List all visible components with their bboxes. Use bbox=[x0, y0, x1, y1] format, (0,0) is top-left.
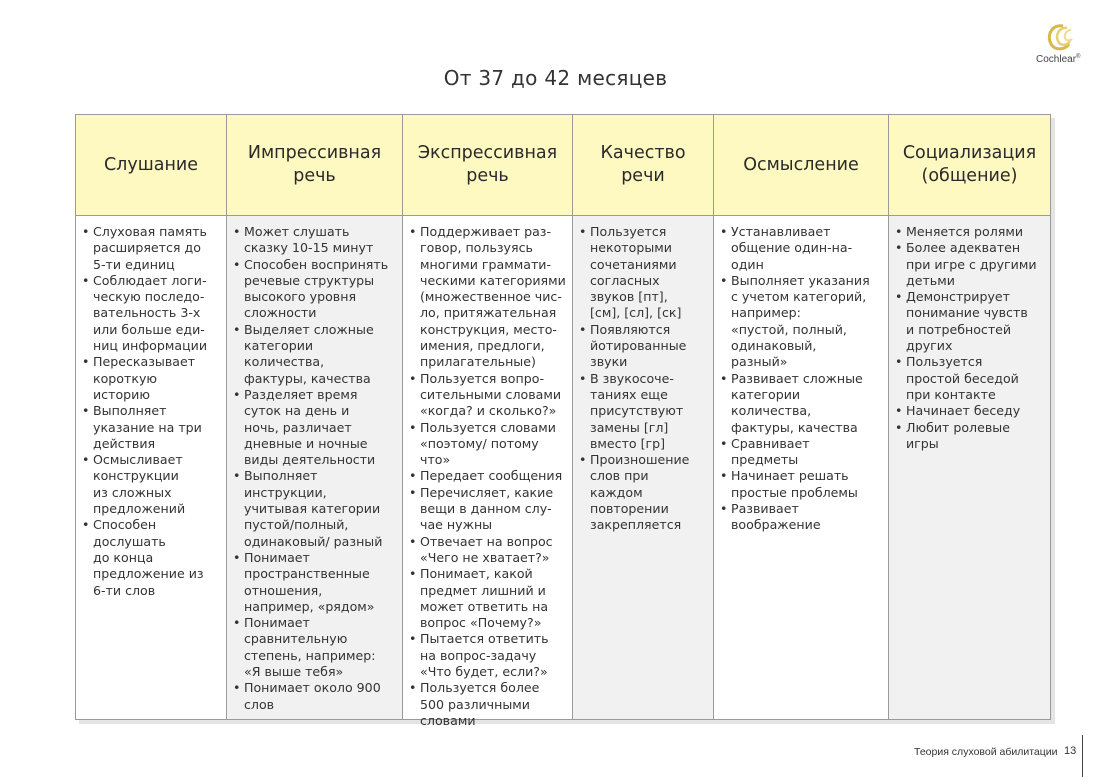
column-body bbox=[227, 216, 402, 719]
logo-text: Cochlear® bbox=[1036, 54, 1081, 65]
column-expressive-speech bbox=[403, 115, 573, 728]
footer-text: Теория слуховой абилитации bbox=[914, 746, 1058, 758]
list-item: • Пересказывает короткую историю bbox=[82, 354, 221, 403]
list-item: • Произношение слов при каждом повторении закрепляется bbox=[579, 452, 708, 533]
list-item: • Выполняет инструкции, учитывая категории пустой/полный, одинаковый/ разный bbox=[233, 468, 397, 549]
list-item: • Понимает пространственные отношения, например, «рядом» bbox=[233, 550, 397, 615]
list-item: • Соблюдает логи- ческую последо- вательность 3-х или больше еди- ниц информации bbox=[82, 273, 221, 354]
column-impressive-speech bbox=[227, 115, 403, 719]
list-item: • Пользуется некоторыми сочетаниями согласных звуков [пт], [см], [сл], [ск] bbox=[579, 224, 708, 322]
list-item: • Начинает беседу bbox=[895, 403, 1045, 419]
list-item: • Развивает сложные категории количества, фактуры, качества bbox=[720, 371, 883, 436]
page-title: От 37 до 42 месяцев bbox=[443, 66, 668, 90]
list-item: • Любит ролевые игры bbox=[895, 420, 1045, 453]
list-item: • Выделяет сложные категории количества, фактуры, качества bbox=[233, 322, 397, 387]
list-item: • Устанавливает общение один-на- один bbox=[720, 224, 883, 273]
cochlear-logo bbox=[1036, 22, 1086, 70]
list-item: • Меняется ролями bbox=[895, 224, 1045, 240]
list-item: • Понимает сравнительную степень, например: «Я выше тебя» bbox=[233, 615, 397, 680]
list-item: • Перечисляет, какие вещи в данном слу- чае нужны bbox=[409, 485, 567, 534]
column-socialization bbox=[889, 115, 1050, 719]
page-number: 13 bbox=[1064, 745, 1077, 757]
list-item: • Развивает воображение bbox=[720, 501, 883, 534]
column-header: Импрессивная речь bbox=[227, 115, 402, 216]
cochlear-logo-icon bbox=[1043, 22, 1079, 54]
column-body bbox=[573, 216, 713, 719]
list-item: • Появляются йотированные звуки bbox=[579, 322, 708, 371]
list-item: • Слуховая память расширяется до 5-ти единиц bbox=[82, 224, 221, 273]
list-item: • Может слушать сказку 10-15 минут bbox=[233, 224, 397, 257]
list-item: • Выполняет указание на три действия bbox=[82, 403, 221, 452]
column-comprehension bbox=[714, 115, 889, 719]
column-listening bbox=[76, 115, 227, 719]
list-item: • Понимает около 900 слов bbox=[233, 680, 397, 713]
list-item: • В звукосоче- таниях еще присутствуют замены [гл] вместо [гр] bbox=[579, 371, 708, 452]
list-item: • Способен дослушать до конца предложение из 6-ти слов bbox=[82, 517, 221, 598]
list-item: • Осмысливает конструкции из сложных предложений bbox=[82, 452, 221, 517]
list-item: • Начинает решать простые проблемы bbox=[720, 468, 883, 501]
list-item: • Демонстрирует понимание чувств и потребностей других bbox=[895, 289, 1045, 354]
list-item: • Способен воспринять речевые структуры высокого уровня сложности bbox=[233, 257, 397, 322]
list-item: • Поддерживает раз- говор, пользуясь многими граммати- ческими категориями (множественное чис- ло, притяжательная конструкция, место- имения, предлоги, прилагательные) bbox=[409, 224, 567, 371]
column-header: Осмысление bbox=[714, 115, 888, 216]
list-item: • Понимает, какой предмет лишний и может ответить на вопрос «Почему?» bbox=[409, 566, 567, 631]
column-header: Социализация (общение) bbox=[889, 115, 1050, 216]
list-item: • Передает сообщения bbox=[409, 468, 567, 484]
footer-divider bbox=[1082, 735, 1083, 777]
list-item: • Разделяет время суток на день и ночь, различает дневные и ночные виды деятельности bbox=[233, 387, 397, 468]
list-item: • Сравнивает предметы bbox=[720, 436, 883, 469]
list-item: • Выполняет указания с учетом категорий, например: «пустой, полный, одинаковый, разный» bbox=[720, 273, 883, 371]
list-item: • Пытается ответить на вопрос-задачу «Что будет, если?» bbox=[409, 631, 567, 680]
column-header: Слушание bbox=[76, 115, 226, 216]
list-item: • Пользуется словами «поэтому/ потому что» bbox=[409, 420, 567, 469]
development-table bbox=[75, 114, 1051, 728]
list-item: • Отвечает на вопрос «Чего не хватает?» bbox=[409, 534, 567, 567]
column-body bbox=[714, 216, 888, 719]
list-item: • Пользуется простой беседой при контакте bbox=[895, 354, 1045, 403]
column-header: Экспрессивная речь bbox=[403, 115, 572, 216]
column-body bbox=[889, 216, 1050, 719]
column-body bbox=[403, 216, 572, 728]
list-item: • Пользуется вопро- сительными словами «когда? и сколько?» bbox=[409, 371, 567, 420]
column-header: Качество речи bbox=[573, 115, 713, 216]
list-item: • Пользуется более 500 различными словами bbox=[409, 680, 567, 729]
column-body bbox=[76, 216, 226, 719]
list-item: • Более адекватен при игре с другими детьми bbox=[895, 240, 1045, 289]
column-speech-quality bbox=[573, 115, 714, 719]
